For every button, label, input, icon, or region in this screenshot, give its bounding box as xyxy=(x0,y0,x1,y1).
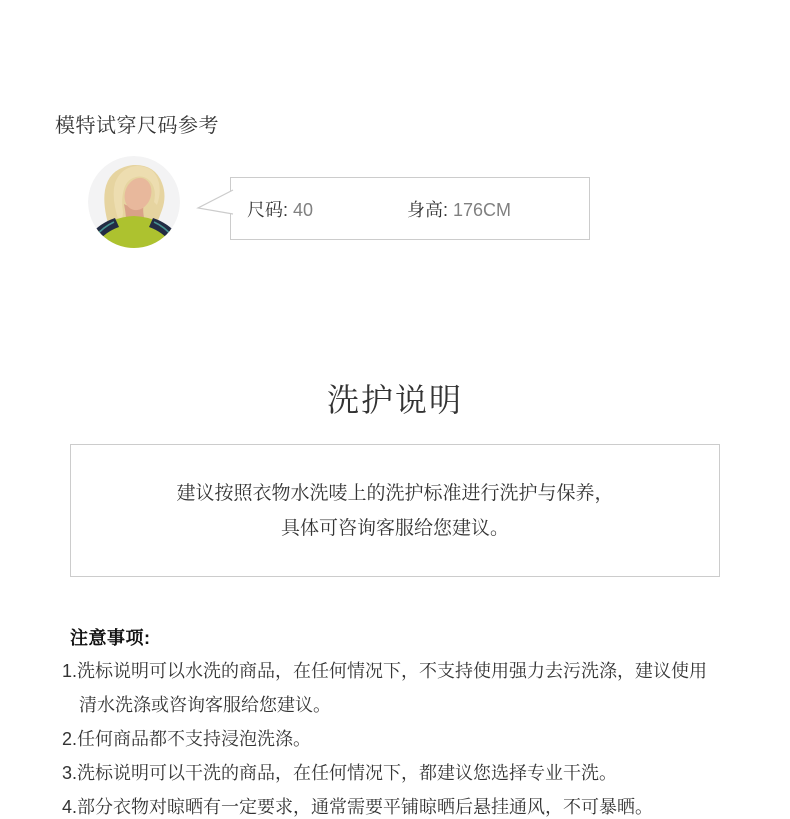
note-item-4: 4.部分衣物对晾晒有一定要求，通常需要平铺晾晒后悬挂通风，不可暴晒。 xyxy=(62,797,654,817)
speech-bubble-pointer-icon xyxy=(196,187,233,216)
note-item-1: 1.洗标说明可以水洗的商品，在任何情况下，不支持使用强力去污洗涤，建议使用清水洗涤或咨询客服给您建议。 xyxy=(62,661,708,715)
notes-section xyxy=(62,626,714,819)
notes-heading: 注意事项: xyxy=(70,628,151,648)
note-item-2: 2.任何商品都不支持浸泡洗涤。 xyxy=(62,729,312,749)
model-size-section-title: 模特试穿尺码参考 xyxy=(55,115,219,137)
care-instruction-box xyxy=(70,444,720,577)
care-instruction-line-2: 具体可咨询客服给您建议。 xyxy=(280,517,509,539)
model-size-bubble xyxy=(230,177,590,240)
care-instruction-line-1: 建议按照衣物水洗唛上的洗护标准进行洗护与保养， xyxy=(176,482,614,504)
size-value: 40 xyxy=(293,199,314,220)
note-item-3: 3.洗标说明可以干洗的商品，在任何情况下，都建议您选择专业干洗。 xyxy=(62,763,618,783)
model-avatar xyxy=(88,156,180,248)
model-avatar-illustration xyxy=(88,156,180,248)
size-label: 尺码: xyxy=(247,199,289,220)
model-size-pair xyxy=(247,196,407,222)
model-height-pair xyxy=(407,196,511,222)
care-section-title: 洗护说明 xyxy=(326,382,463,418)
height-value: 176CM xyxy=(453,199,512,220)
height-label: 身高: xyxy=(407,199,449,220)
